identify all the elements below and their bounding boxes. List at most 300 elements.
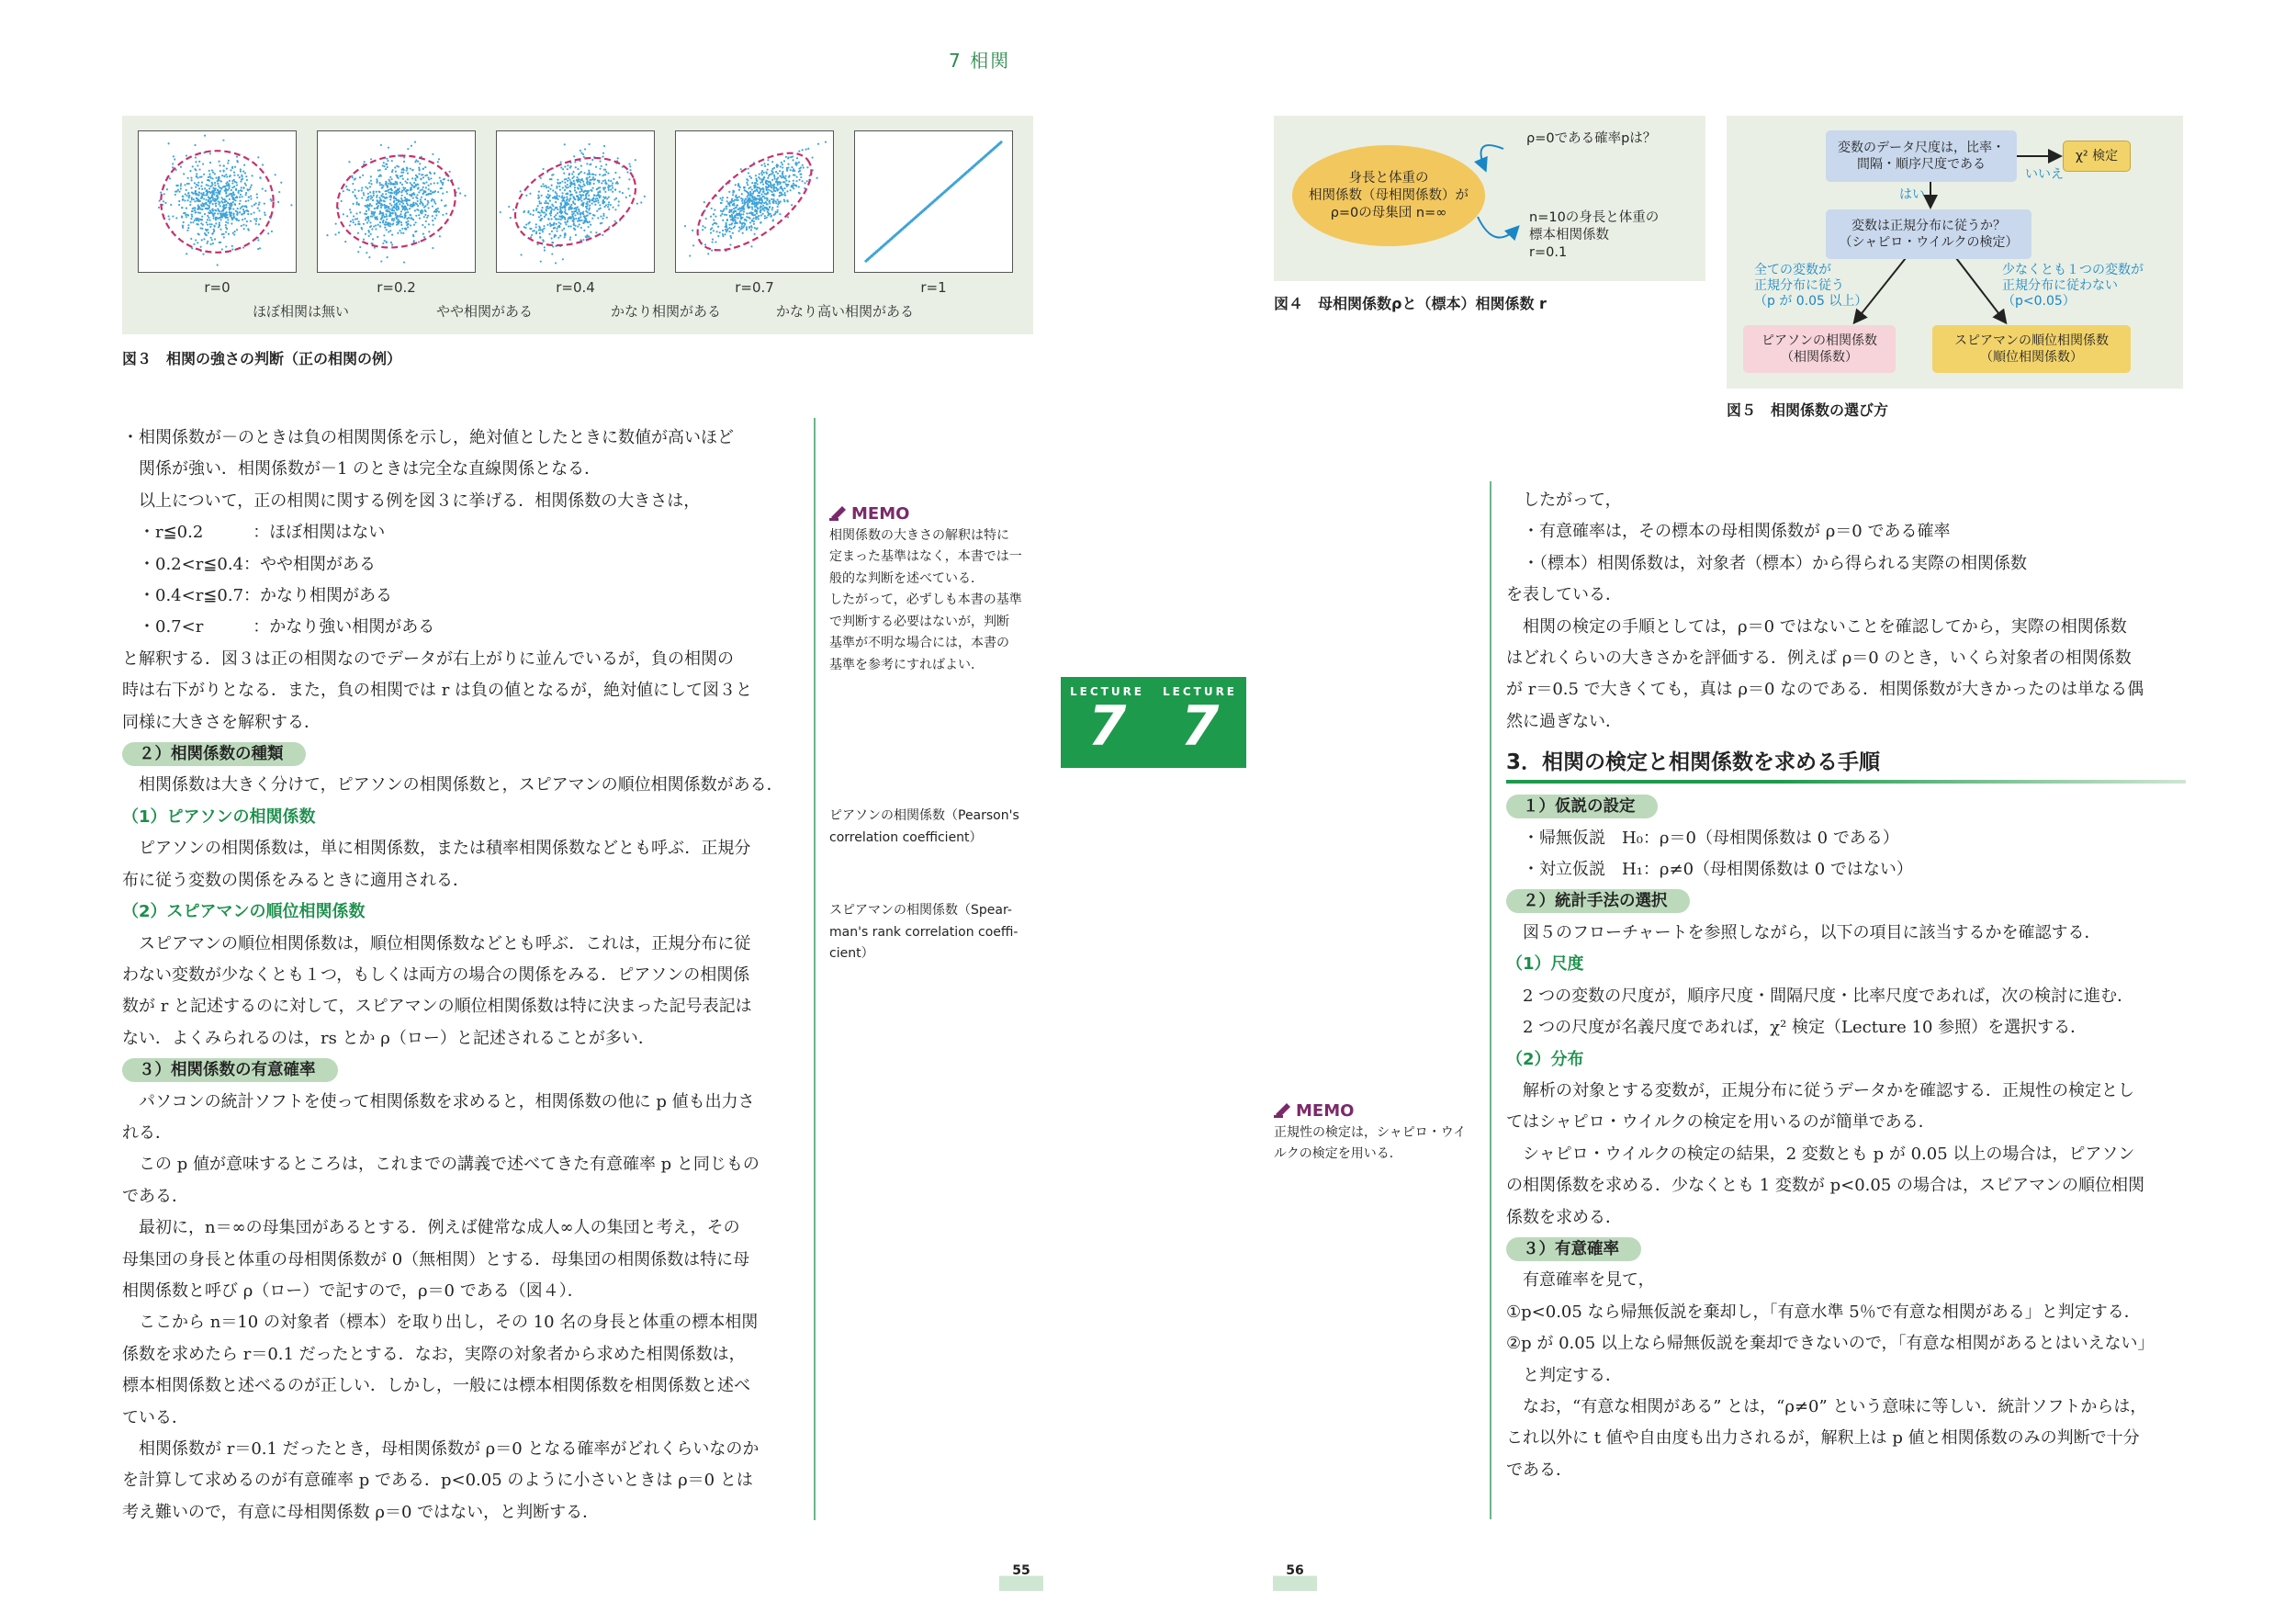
scatter-point	[583, 172, 585, 174]
scatter-point	[559, 182, 561, 184]
scatter-point	[205, 208, 207, 209]
scatter-point	[767, 180, 769, 182]
scatter-point	[258, 223, 260, 225]
scatter-point	[550, 214, 552, 216]
scatter-point	[379, 212, 381, 214]
scatter-point	[228, 160, 230, 162]
scatter-point	[214, 238, 216, 240]
scatter-point	[412, 169, 414, 171]
text-line: である．	[1506, 1460, 1572, 1480]
scatter-point	[415, 185, 417, 186]
scatter-point	[722, 210, 724, 212]
scatter-point	[588, 170, 590, 172]
scatter-point	[999, 141, 1002, 143]
scatter-point	[229, 211, 231, 213]
scatter-point	[413, 182, 415, 184]
scatter-point	[727, 202, 729, 204]
scatter-point	[212, 215, 214, 217]
scatter-point	[722, 233, 724, 235]
scatter-point	[597, 187, 599, 189]
scatter-point	[565, 193, 567, 195]
scatter-point	[594, 204, 596, 206]
scatter-point	[612, 191, 613, 193]
scatter-point	[751, 206, 753, 208]
scatter-point	[369, 221, 371, 223]
scatter-point	[233, 233, 235, 235]
scatter-point	[197, 220, 199, 221]
scatter-point	[771, 209, 773, 210]
scatter-point	[534, 230, 535, 231]
scatter-point	[573, 197, 575, 198]
scatter-point	[226, 175, 228, 177]
scatter-point	[767, 177, 769, 179]
scatter-point	[195, 186, 197, 188]
scatter-point	[220, 197, 222, 198]
scatter-point	[755, 218, 757, 220]
flow-line: （シャピロ・ウイルクの検定）	[1839, 235, 2019, 250]
scatter-point	[538, 200, 540, 202]
scatter-point	[185, 193, 186, 195]
scatter-point	[618, 176, 620, 178]
scatter-point	[774, 178, 776, 180]
text-line: パソコンの統計ソフトを使って相関係数を求めると，相関係数の他に p 値も出力さ	[122, 1091, 755, 1111]
scatter-point	[214, 182, 216, 184]
scatter-point	[612, 186, 613, 188]
scatter-point	[722, 197, 724, 198]
scatter-point	[348, 189, 350, 191]
scatter-point	[588, 209, 590, 210]
scatter-point	[376, 197, 377, 198]
scatter-point	[782, 171, 783, 173]
scatter-point	[574, 184, 576, 186]
scatter-point	[223, 164, 225, 166]
scatter-point	[539, 232, 541, 234]
scatter-point	[565, 212, 567, 214]
scatter-point	[385, 193, 387, 195]
scatter-point	[554, 227, 556, 229]
scatter-point	[205, 194, 207, 196]
scatter-point	[186, 199, 188, 201]
scatter-point	[781, 162, 782, 164]
scatter-point	[582, 203, 584, 205]
scatter-point	[394, 166, 396, 168]
scatter-point	[346, 215, 348, 217]
scatter-point	[559, 235, 561, 237]
scatter-point	[556, 186, 557, 187]
scatter-point	[563, 173, 565, 175]
scatter-point	[561, 211, 563, 213]
scatter-point	[626, 171, 628, 173]
scatter-point	[416, 209, 418, 210]
scatter-point	[704, 243, 706, 245]
scatter-point	[352, 219, 354, 220]
scatter-r-label: r=0	[204, 279, 231, 296]
pearson-heading: （1）ピアソンの相関係数	[122, 806, 316, 827]
text-line: と判定する．	[1506, 1365, 1622, 1385]
scatter-point	[587, 177, 589, 179]
scatter-point	[374, 208, 376, 209]
scatter-point	[587, 198, 589, 200]
memo-line: 基準が不明な場合には，本書の	[829, 636, 1009, 650]
scatter-point	[415, 221, 417, 223]
scatter-point	[795, 186, 797, 187]
scatter-r-label: r=0.7	[735, 279, 774, 296]
text-line: 係数を求めたら r＝0.1 だったとする．なお，実際の対象者から求めた相関係数は，	[122, 1344, 746, 1364]
scatter-point	[376, 216, 377, 218]
scatter-point	[446, 191, 448, 193]
scatter-point	[764, 208, 766, 209]
scatter-point	[245, 192, 247, 194]
scatter-point	[730, 219, 732, 220]
ellipse-line: 相関係数（母相関係数）が	[1309, 187, 1469, 203]
text-line: ②p が 0.05 以上なら帰無仮説を棄却できないので，「有意な相関があるとはいえない」	[1506, 1334, 2155, 1354]
scatter-point	[215, 205, 217, 207]
scatter-point	[192, 221, 194, 223]
scatter-point	[557, 183, 559, 185]
scatter-point	[583, 183, 585, 185]
scatter-point	[361, 197, 363, 198]
scatter-point	[370, 233, 372, 235]
scatter-point	[799, 174, 801, 175]
scatter-point	[587, 203, 589, 205]
scatter-point	[195, 211, 197, 213]
scatter-point	[755, 177, 757, 179]
scatter-point	[760, 222, 761, 224]
scatter-point	[608, 209, 610, 210]
scatter-point	[208, 207, 210, 209]
flow-line: 間隔・順序尺度である	[1857, 157, 1986, 172]
scatter-point	[407, 211, 409, 213]
scatter-point	[762, 205, 764, 207]
scatter-point	[771, 186, 772, 188]
scatter-point	[545, 185, 546, 186]
scatter-point	[731, 222, 733, 224]
scatter-point	[748, 192, 749, 194]
scatter-point	[388, 196, 390, 197]
scatter-point	[214, 173, 216, 175]
scatter-point	[730, 228, 732, 230]
badge-significance: ３）有意確率	[1506, 1237, 1641, 1261]
scatter-point	[259, 247, 261, 249]
scatter-point	[238, 220, 240, 221]
scatter-point	[240, 168, 242, 170]
figure-5	[1727, 116, 2183, 389]
scatter-point	[726, 231, 727, 232]
scatter-point	[196, 173, 197, 175]
scatter-point	[397, 199, 399, 201]
text-line: 布に従う変数の関係をみるときに適用される．	[122, 870, 469, 890]
scatter-point	[588, 174, 590, 175]
scatter-point	[190, 218, 192, 220]
scatter-point	[767, 159, 769, 161]
scatter-point	[186, 189, 187, 191]
scatter-point	[400, 221, 402, 223]
scatter-point	[201, 181, 203, 183]
scatter-point	[601, 182, 602, 184]
scatter-point	[567, 164, 568, 166]
scatter-point	[370, 175, 372, 177]
scatter-point	[754, 206, 756, 208]
branch-line: （p が 0.05 以上）	[1754, 294, 1868, 309]
scatter-point	[423, 183, 425, 185]
scatter-point	[766, 183, 768, 185]
scatter-point	[439, 235, 441, 237]
scatter-point	[786, 170, 788, 172]
scatter-point	[192, 210, 194, 212]
scatter-point	[217, 264, 219, 265]
scatter-point	[603, 188, 605, 190]
scatter-point	[772, 199, 774, 201]
scatter-point	[397, 175, 399, 176]
scatter-point	[731, 214, 733, 216]
scatter-point	[377, 236, 378, 238]
scatter-point	[391, 169, 393, 171]
scatter-point	[556, 230, 557, 231]
scatter-point	[433, 210, 435, 212]
scatter-point	[402, 202, 404, 204]
scatter-point	[402, 172, 404, 174]
scatter-point	[748, 212, 750, 214]
scatter-point	[242, 178, 243, 180]
scatter-point	[395, 214, 397, 216]
scatter-point	[787, 216, 789, 218]
scatter-point	[791, 166, 793, 168]
scatter-point	[599, 197, 601, 198]
scatter-point	[335, 223, 337, 225]
scatter-point	[614, 220, 616, 222]
text-line: これ以外に t 値や自由度も出力されるが，解釈上は p 値と相関係数のみの判断で十分	[1506, 1428, 2140, 1449]
scatter-point	[196, 220, 197, 221]
scatter-point	[207, 191, 208, 193]
scatter-point	[578, 180, 580, 182]
spearman-sidenote	[829, 900, 1036, 965]
scatter-point	[393, 218, 395, 220]
scatter-point	[563, 206, 565, 208]
scatter-point	[363, 192, 365, 194]
scatter-point	[381, 217, 383, 219]
flow-spearman-box	[1932, 325, 2131, 373]
scatter-point	[236, 211, 238, 213]
scatter-point	[159, 200, 161, 202]
scatter-point	[197, 205, 199, 207]
scatter-point	[746, 228, 748, 230]
scatter-point	[243, 210, 245, 212]
spearman-heading: （2）スピアマンの順位相関係数	[122, 902, 366, 922]
scatter-point	[225, 245, 227, 247]
scatter-point	[582, 239, 584, 241]
scatter-point	[792, 155, 793, 157]
scatter-point	[715, 216, 716, 218]
scatter-point	[561, 181, 563, 183]
scatter-point	[784, 177, 786, 179]
scatter-point	[209, 209, 211, 211]
scatter-point	[551, 253, 553, 254]
scatter-point	[769, 199, 771, 201]
scatter-point	[209, 226, 211, 228]
scatter-point	[761, 201, 763, 203]
scatter-point	[457, 187, 459, 189]
scatter-point	[208, 231, 209, 233]
scatter-point	[769, 181, 771, 183]
scatter-point	[428, 231, 430, 232]
scatter-point	[716, 231, 718, 232]
scatter-point	[371, 228, 373, 230]
scatter-point	[193, 198, 195, 200]
scatter-point	[591, 178, 593, 180]
scatter-point	[811, 156, 813, 158]
scatter-point	[737, 217, 738, 219]
scatter-point	[587, 201, 589, 203]
scatter-point	[395, 171, 397, 173]
scatter-point	[772, 171, 774, 173]
scatter-point	[798, 179, 800, 181]
text-line: ・0.7<r ：かなり強い相関がある	[122, 617, 435, 637]
scatter-point	[590, 224, 591, 226]
scatter-point	[200, 246, 202, 248]
scatter-point	[602, 218, 603, 220]
scatter-point	[242, 224, 244, 226]
scatter-point	[793, 187, 794, 189]
scatter-point	[572, 219, 574, 220]
scatter-point	[607, 173, 609, 175]
scatter-point	[371, 210, 373, 212]
fig3-desc-2: かなり相関がある	[611, 303, 722, 320]
badge-method: ２）統計手法の選択	[1506, 889, 1690, 913]
scatter-point	[219, 193, 220, 195]
scatter-point	[784, 195, 786, 197]
scatter-point	[780, 165, 782, 167]
scatter-point	[178, 191, 180, 193]
text-line: ・有意確率は，その標本の母相関係数が ρ＝0 である確率	[1506, 522, 1951, 542]
scatter-point	[742, 202, 744, 204]
scatter-point	[194, 200, 196, 202]
scatter-point	[346, 188, 348, 190]
scatter-point	[375, 228, 377, 230]
scatter-point	[540, 229, 542, 231]
scatter-point	[802, 180, 804, 182]
scatter-point	[429, 172, 431, 174]
scatter-point	[401, 189, 403, 191]
fig3-desc-0: ほぼ相関は無い	[253, 303, 350, 320]
scatter-point	[599, 186, 601, 188]
scatter-point	[762, 213, 764, 215]
scatter-point	[213, 217, 215, 219]
scatter-point	[777, 173, 779, 175]
scatter-point	[792, 159, 793, 161]
scatter-point	[575, 234, 577, 236]
flow-line: 変数のデータ尺度は，比率・	[1838, 141, 2005, 155]
scatter-point	[195, 194, 197, 196]
scatter-point	[557, 226, 559, 228]
scatter-point	[364, 213, 366, 215]
scatter-point	[717, 226, 719, 228]
text-line: 母集団の身長と体重の母相関係数が 0（無相関）とする．母集団の相関係数は特に母	[122, 1249, 750, 1269]
scatter-point	[764, 215, 766, 217]
scatter-point	[426, 194, 428, 196]
scatter-point	[550, 224, 552, 226]
scatter-point	[250, 220, 252, 222]
scatter-point	[595, 200, 597, 202]
scatter-point	[604, 179, 606, 181]
scatter-point	[264, 211, 265, 213]
scatter-point	[737, 185, 739, 186]
scatter-point	[544, 202, 546, 204]
scatter-point	[385, 164, 387, 165]
scatter-point	[459, 192, 461, 194]
text-line: 図５のフローチャートを参照しながら，以下の項目に該当するかを確認する．	[1506, 922, 2101, 942]
text-line: が r＝0.5 で大きくても，真は ρ＝0 なのである．相関係数が大きかったのは単なる偶	[1506, 680, 2144, 700]
scatter-point	[539, 220, 541, 221]
scatter-point	[535, 226, 537, 228]
scatter-point	[543, 225, 545, 227]
scatter-point	[428, 185, 430, 186]
scatter-point	[611, 185, 613, 186]
scatter-point	[735, 196, 737, 197]
scatter-point	[382, 212, 384, 214]
scatter-point	[771, 161, 773, 163]
scatter-point	[589, 143, 591, 145]
scatter-point	[373, 225, 375, 227]
scatter-point	[426, 203, 428, 205]
scatter-point	[580, 227, 582, 229]
scatter-point	[724, 233, 726, 235]
scatter-point	[247, 228, 249, 230]
scatter-point	[594, 178, 596, 180]
scatter-point	[370, 183, 372, 185]
scatter-point	[362, 175, 364, 176]
scatter-point	[558, 186, 560, 187]
scatter-point	[428, 188, 430, 190]
scatter-point	[432, 215, 433, 217]
scatter-point	[379, 225, 381, 227]
scatter-point	[244, 183, 246, 185]
scatter-point	[386, 205, 388, 207]
scatter-point	[233, 194, 235, 196]
scatter-point	[710, 229, 712, 231]
scatter-point	[771, 198, 772, 200]
scatter-point	[586, 178, 588, 180]
scatter-point	[344, 241, 346, 242]
scatter-point	[552, 189, 554, 191]
scatter-point	[359, 211, 361, 213]
scatter-point	[616, 181, 618, 183]
scatter-point	[201, 196, 203, 197]
text-line: スピアマンの順位相関係数は，順位相関係数などとも呼ぶ．これは，正規分布に従	[122, 933, 751, 953]
scatter-point	[549, 195, 551, 197]
flow-line: スピアマンの順位相関係数	[1954, 333, 2109, 348]
scatter-point	[602, 180, 604, 182]
scatter-point	[234, 166, 236, 168]
scatter-point	[736, 199, 737, 201]
scatter-point	[388, 183, 389, 185]
scatter-point	[780, 200, 782, 202]
scatter-point	[382, 242, 384, 244]
scatter-point	[573, 180, 575, 182]
scatter-point	[757, 208, 759, 209]
scatter-point	[242, 219, 243, 220]
scatter-point	[527, 210, 529, 212]
scatter-point	[589, 179, 591, 181]
scatter-point	[182, 199, 184, 201]
scatter-point	[751, 199, 753, 201]
scatter-point	[750, 213, 752, 215]
scatter-point	[729, 235, 731, 237]
scatter-point	[250, 195, 252, 197]
scatter-point	[203, 203, 205, 205]
scatter-point	[564, 209, 566, 211]
scatter-point	[724, 214, 726, 216]
scatter-point	[525, 195, 527, 197]
